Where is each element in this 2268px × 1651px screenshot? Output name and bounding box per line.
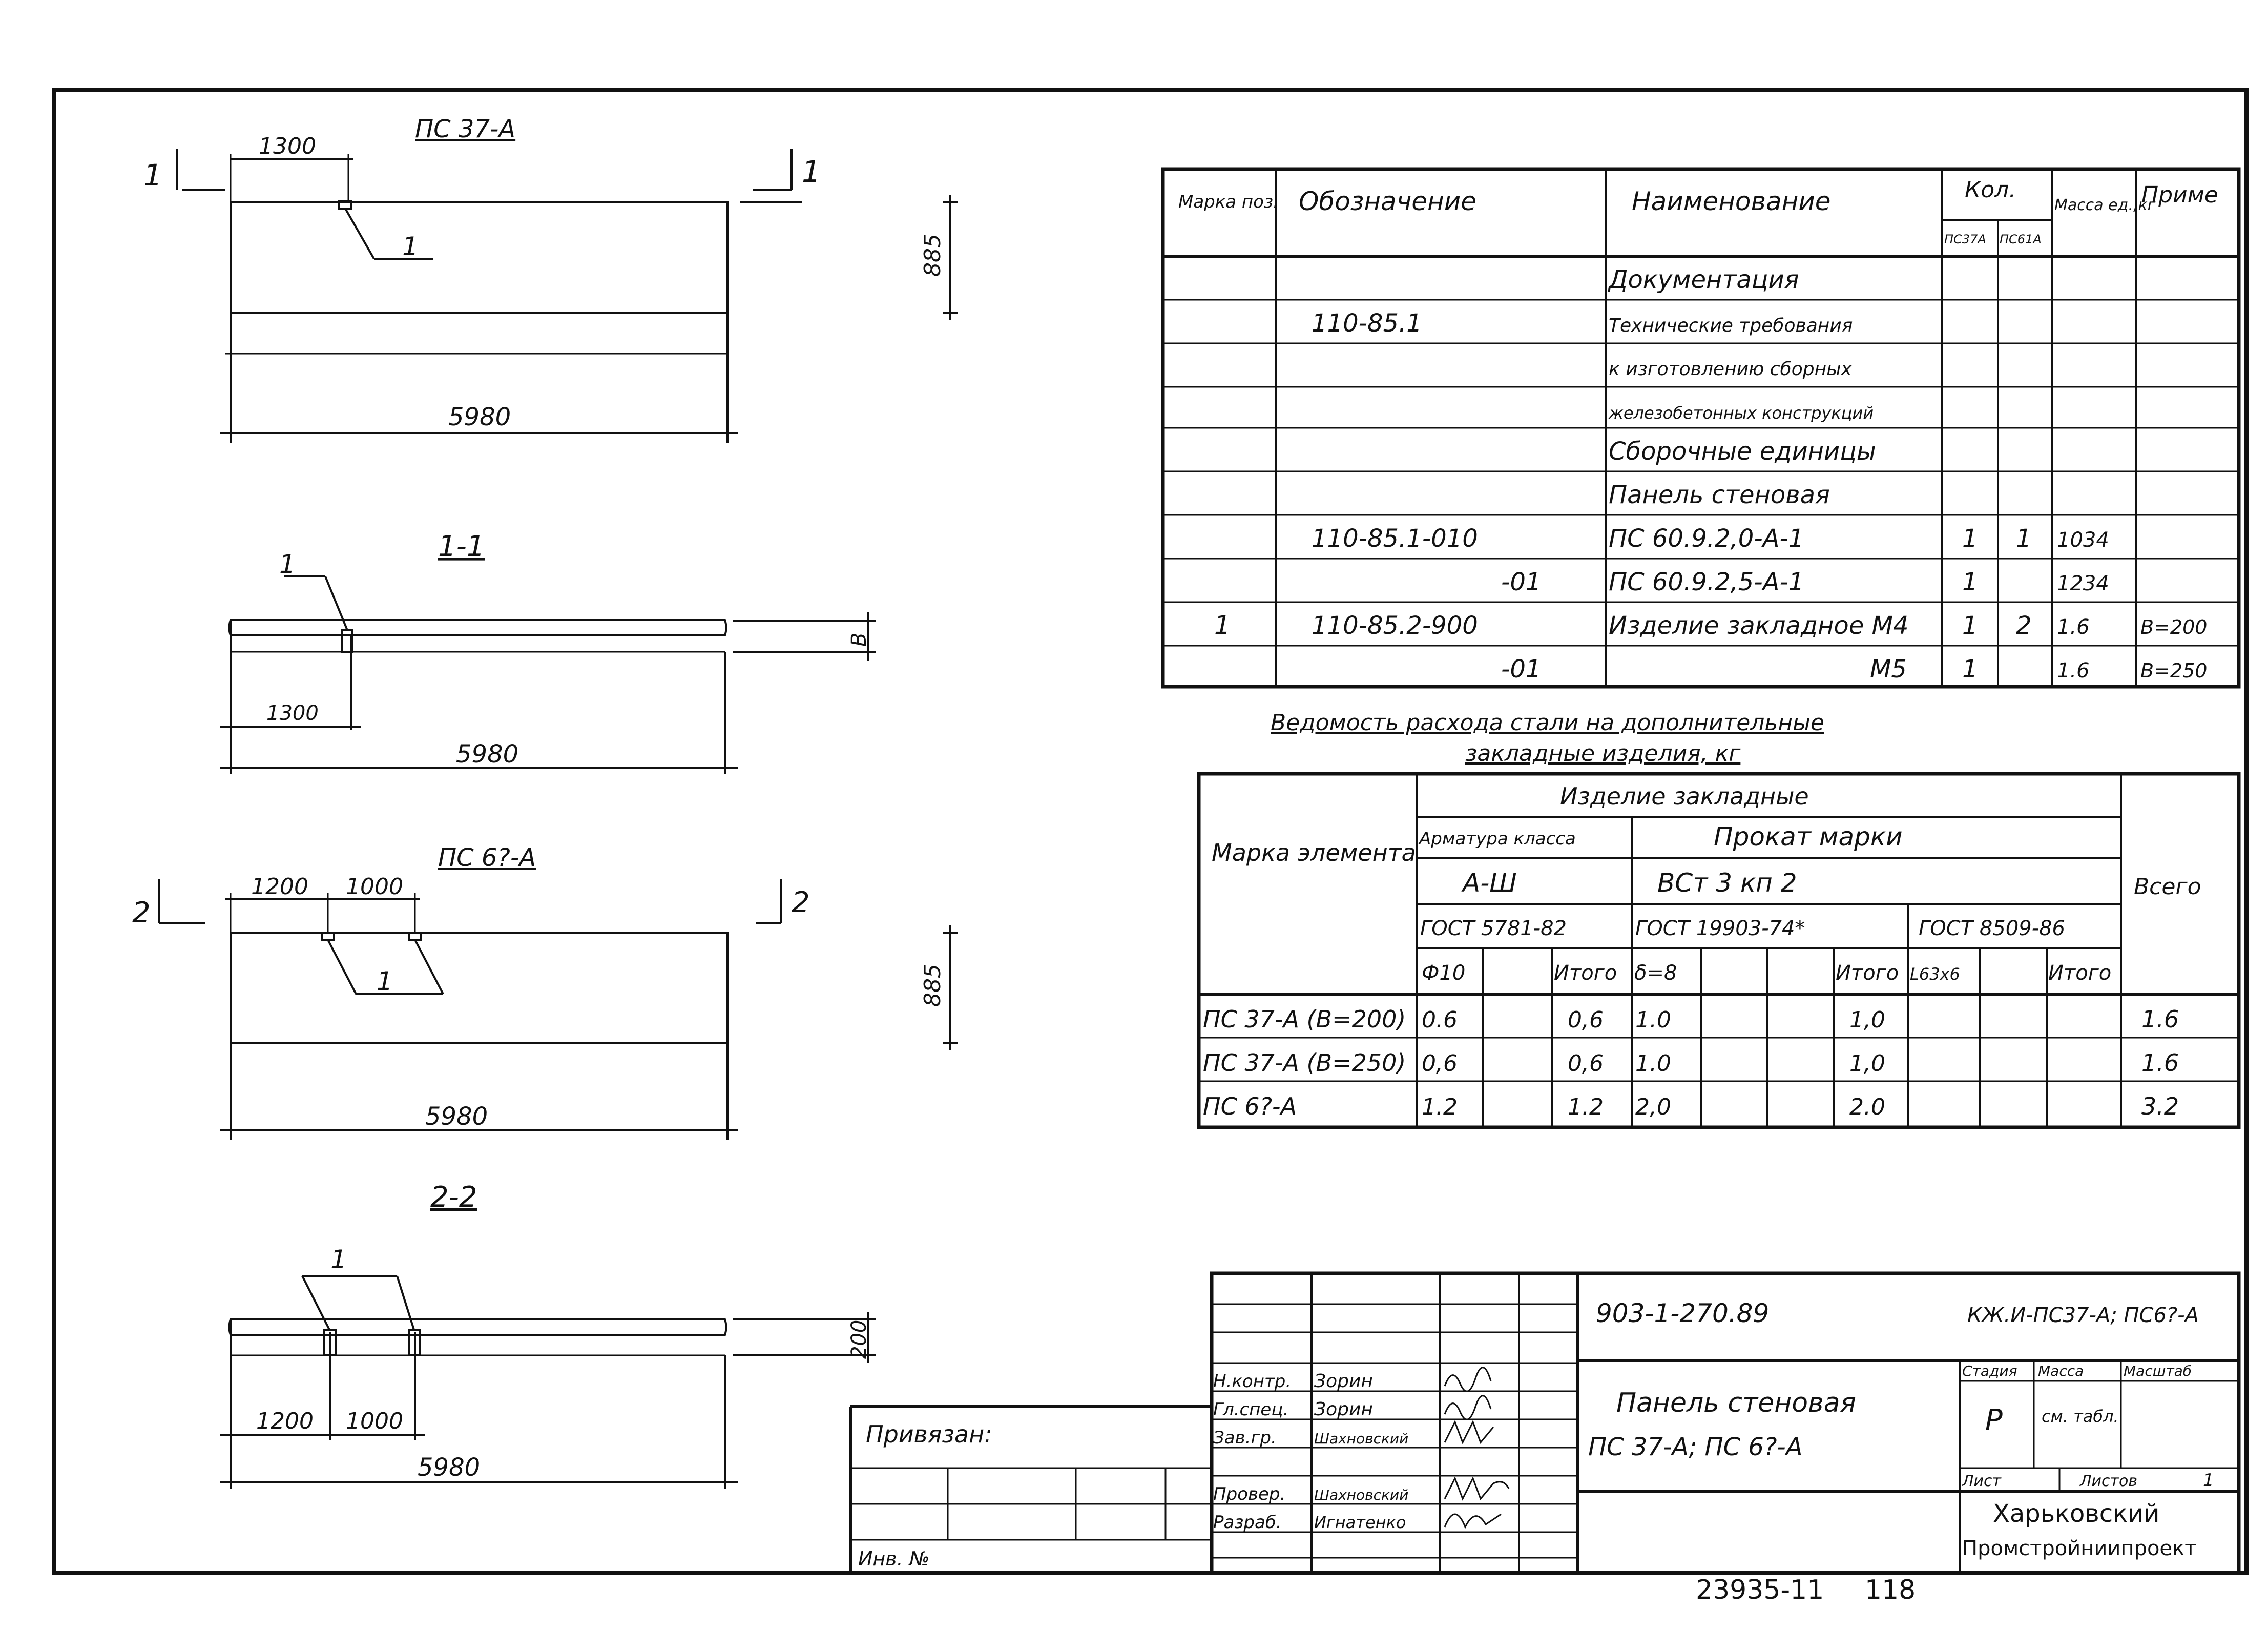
spec-row-pos: 1 <box>1214 610 1231 640</box>
spec-row-mass: 1.6 <box>2057 659 2090 683</box>
spec-header-massa: Масса ед.,кг <box>2054 196 2156 214</box>
section-2-2 <box>220 1276 876 1489</box>
steel-header-itogo-b: Итого <box>1836 961 1899 985</box>
drawing-title-line2: ПС 37-А; ПС 6?-А <box>1588 1433 1803 1461</box>
spec-row-name: Изделие закладное М4 <box>1609 611 1909 640</box>
elevation-ps37a <box>177 149 958 443</box>
callout-1-top: 1 <box>402 232 419 261</box>
steel-row-armatura-d10: 0.6 <box>1422 1007 1458 1033</box>
organization-line2: Промстройниипроект <box>1962 1537 2197 1560</box>
name-4: Шахновский <box>1314 1487 1409 1503</box>
signature-4 <box>1445 1478 1509 1499</box>
archive-number: 23935-11 <box>1696 1575 1824 1605</box>
dim-1000-section2: 1000 <box>346 1408 403 1434</box>
steel-row-name: ПС 6?-А <box>1203 1092 1297 1120</box>
steel-header-gost1: ГОСТ 5781-82 <box>1420 917 1567 940</box>
role-3: Зав.гр. <box>1213 1428 1277 1448</box>
steel-header-delta8: δ=8 <box>1634 961 1677 985</box>
section-mark-1-left: 1 <box>143 158 162 193</box>
steel-table-headers <box>1212 782 2201 985</box>
spec-header-marka: Марка поз. <box>1178 192 1279 212</box>
steel-row-prokat-delta8: 1.0 <box>1635 1007 1671 1033</box>
masshtab-label: Масштаб <box>2124 1363 2192 1379</box>
steel-row-armatura-d10: 1.2 <box>1422 1094 1458 1120</box>
spec-row-note: В=200 <box>2140 616 2208 638</box>
spec-row-designation: 110-85.2-900 <box>1312 611 1478 640</box>
steel-row-prokat-itogo: 1,0 <box>1849 1007 1885 1033</box>
steel-row-vsego: 1.6 <box>2141 1005 2179 1033</box>
spec-row-qty-ps37a: 1 <box>1962 524 1978 553</box>
spec-row-name: ПС 60.9.2,5-А-1 <box>1609 568 1804 596</box>
steel-row-prokat-itogo: 1,0 <box>1849 1050 1885 1077</box>
steel-table-title-line1: Ведомость расхода стали на дополнительные <box>1271 710 1824 736</box>
spec-row-designation: 110-85.1 <box>1312 309 1422 338</box>
massa-label: Масса <box>2038 1363 2084 1379</box>
dim-5980-top: 5980 <box>448 403 511 431</box>
dim-5980-section2: 5980 <box>418 1453 481 1482</box>
section-2-2-title: 2-2 <box>430 1181 477 1214</box>
page-number: 118 <box>1865 1575 1916 1605</box>
steel-row-armatura-d10: 0,6 <box>1422 1050 1458 1077</box>
spec-row-designation: -01 <box>1501 655 1542 684</box>
dim-1000-ps61: 1000 <box>346 874 403 900</box>
spec-row-name: железобетонных конструкций <box>1609 403 1874 423</box>
steel-header-vsego: Всего <box>2134 874 2201 900</box>
spec-row-name: к изготовлению сборных <box>1609 359 1852 380</box>
name-5: Игнатенко <box>1314 1513 1406 1532</box>
name-1: Зорин <box>1314 1371 1373 1392</box>
signature-3 <box>1445 1422 1493 1442</box>
steel-row-armatura-itogo: 0,6 <box>1568 1050 1604 1077</box>
steel-row-armatura-itogo: 1.2 <box>1568 1094 1604 1120</box>
section-mark-2-left: 2 <box>132 896 151 930</box>
callout-1-section2: 1 <box>330 1245 347 1274</box>
spec-row-designation: 110-85.1-010 <box>1312 524 1478 553</box>
spec-row-note: В=250 <box>2140 659 2208 682</box>
doc-code: 903-1-270.89 <box>1596 1298 1770 1328</box>
dim-885-top: 885 <box>920 234 946 277</box>
spec-row-qty-ps61a: 2 <box>2016 611 2032 640</box>
steel-header-marka: Марка элемента <box>1212 839 1416 866</box>
dim-1300-section: 1300 <box>266 701 319 725</box>
section-1-1 <box>220 576 876 774</box>
privyazan-label: Привязан: <box>866 1420 992 1448</box>
steel-header-itogo-a: Итого <box>1554 961 1617 985</box>
steel-header-itogo-c: Итого <box>2048 961 2112 985</box>
dim-b-section: В <box>847 632 871 647</box>
spec-row-name: Технические требования <box>1609 315 1853 336</box>
steel-header-stal: ВСт 3 кп 2 <box>1657 868 1797 898</box>
dim-200-section2: 200 <box>847 1319 871 1359</box>
ps61a-title: ПС 6?-А <box>438 843 536 872</box>
callout-1-section: 1 <box>279 549 296 579</box>
spec-header-kol-ps61a: ПС61А <box>2000 232 2042 246</box>
spec-row-name: М5 <box>1870 655 1907 684</box>
name-3: Шахновский <box>1314 1430 1409 1447</box>
steel-header-armatura: Арматура класса <box>1419 829 1576 849</box>
steel-row-prokat-delta8: 1.0 <box>1635 1050 1671 1077</box>
spec-row-qty-ps37a: 1 <box>1962 568 1978 596</box>
role-1: Н.контр. <box>1213 1371 1292 1392</box>
steel-row-name: ПС 37-А (В=250) <box>1203 1049 1406 1077</box>
steel-row-name: ПС 37-А (В=200) <box>1203 1005 1406 1033</box>
spec-header-oboznachenie: Обозначение <box>1299 187 1476 216</box>
massa-value: см. табл. <box>2042 1407 2119 1426</box>
listov-value: 1 <box>2203 1470 2214 1491</box>
steel-table-title-line2: закладные изделия, кг <box>1465 740 1741 767</box>
spec-table-rows <box>1214 265 2207 684</box>
dim-5980-section: 5980 <box>456 740 519 769</box>
role-4: Провер. <box>1213 1484 1286 1504</box>
steel-row-vsego: 3.2 <box>2141 1092 2179 1120</box>
steel-header-klass: А-Ш <box>1463 868 1517 898</box>
spec-row-designation: -01 <box>1501 568 1542 596</box>
role-2: Гл.спец. <box>1213 1399 1289 1420</box>
spec-row-qty-ps37a: 1 <box>1962 655 1978 684</box>
signature-5 <box>1445 1514 1501 1527</box>
dim-1200-section2: 1200 <box>256 1408 314 1434</box>
spec-row-name: Панель стеновая <box>1609 481 1830 509</box>
steel-row-prokat-itogo: 2.0 <box>1849 1094 1885 1120</box>
listov-label: Листов <box>2080 1472 2138 1490</box>
callout-1-ps61: 1 <box>377 966 393 996</box>
dim-1200-ps61: 1200 <box>251 874 308 900</box>
signature-1 <box>1445 1368 1491 1392</box>
spec-row-name: Сборочные единицы <box>1609 437 1876 466</box>
spec-row-name: Документация <box>1609 265 1799 294</box>
spec-header-kol: Кол. <box>1965 177 2016 203</box>
elevation-ps61a <box>159 879 958 1140</box>
drawing-title-line1: Панель стеновая <box>1616 1388 1856 1418</box>
list-label: Лист <box>1962 1472 2002 1490</box>
spec-header-kol-ps37a: ПС37А <box>1944 232 1986 246</box>
steel-row-prokat-delta8: 2,0 <box>1635 1094 1671 1120</box>
spec-table-headers <box>1178 177 2218 246</box>
signature-2 <box>1445 1396 1491 1420</box>
role-5: Разраб. <box>1213 1512 1282 1533</box>
inv-no-label: Инв. № <box>858 1547 930 1570</box>
steel-row-armatura-itogo: 0,6 <box>1568 1007 1604 1033</box>
spec-row-qty-ps61a: 1 <box>2016 524 2032 553</box>
organization-line1: Харьковский <box>1993 1499 2160 1528</box>
section-mark-1-right: 1 <box>802 154 821 189</box>
steel-header-prokat: Прокат марки <box>1714 822 1903 852</box>
steel-header-gost3: ГОСТ 8509-86 <box>1919 917 2065 940</box>
stadia-value: Р <box>1985 1404 2003 1437</box>
steel-header-gost2: ГОСТ 19903-74* <box>1635 917 1805 940</box>
spec-table <box>1163 169 2239 687</box>
steel-header-d10: Ф10 <box>1422 961 1466 985</box>
section-1-1-title: 1-1 <box>438 530 485 563</box>
spec-row-mass: 1234 <box>2057 572 2109 595</box>
spec-header-prime: Приме <box>2141 182 2218 208</box>
stadia-label: Стадия <box>1962 1363 2017 1379</box>
title-block-text <box>858 1298 2214 1570</box>
steel-header-izdelie: Изделие закладные <box>1560 782 1809 810</box>
spec-header-naimenovanie: Наименование <box>1632 187 1831 216</box>
name-2: Зорин <box>1314 1399 1373 1420</box>
steel-table-rows <box>1203 1005 2179 1120</box>
sheet-code: КЖ.И-ПС37-А; ПС6?-А <box>1967 1304 2199 1327</box>
dim-885-ps61: 885 <box>920 964 946 1007</box>
ps37a-title: ПС 37-А <box>415 115 516 143</box>
dim-5980-ps61: 5980 <box>425 1102 488 1131</box>
steel-header-angle: L63х6 <box>1910 964 1960 984</box>
section-mark-2-right: 2 <box>792 886 810 919</box>
spec-row-qty-ps37a: 1 <box>1962 611 1978 640</box>
spec-row-name: ПС 60.9.2,0-А-1 <box>1609 524 1804 553</box>
steel-row-vsego: 1.6 <box>2141 1049 2179 1077</box>
spec-row-mass: 1.6 <box>2057 615 2090 639</box>
dim-1300-top: 1300 <box>259 133 316 159</box>
spec-row-mass: 1034 <box>2057 528 2109 552</box>
